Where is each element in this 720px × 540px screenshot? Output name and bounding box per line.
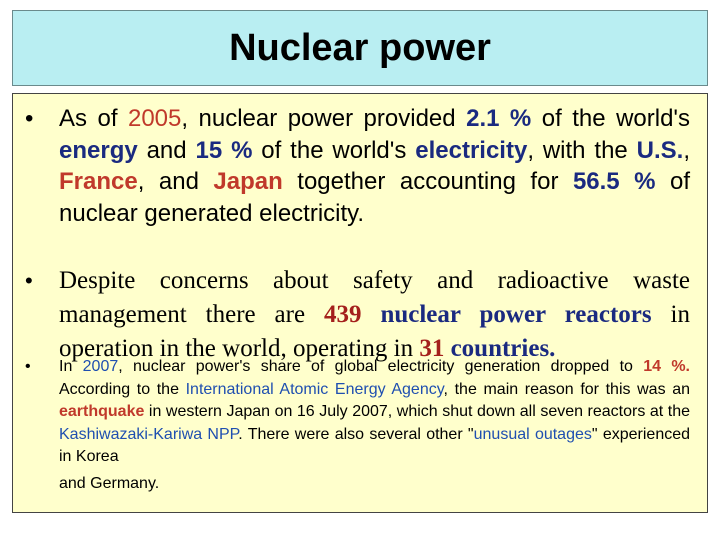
text-run: In	[59, 358, 83, 375]
bullet-marker: •	[25, 105, 34, 132]
text-run: in operation in the world, operating in	[59, 301, 690, 362]
year-value: 2007	[82, 358, 119, 375]
bullet-text	[59, 356, 690, 495]
text-run: , and	[137, 168, 214, 195]
bullet-2007-drop	[25, 356, 690, 495]
bullet-last-line: and Germany.	[59, 474, 160, 492]
keyword-electricity: electricity	[415, 136, 528, 164]
plant-name: Kashiwazaki-Kariwa NPP	[59, 425, 239, 443]
country-count: 31	[419, 335, 445, 362]
page-title: Nuclear power	[229, 26, 491, 69]
text-run: and	[137, 136, 196, 164]
text-run: . There were also several other "	[238, 425, 474, 443]
text-run: , the main reason for this was an	[443, 380, 691, 398]
text-run: of nuclear generated electricity.	[59, 168, 690, 227]
keyword-earthquake: earthquake	[59, 403, 145, 420]
keyword-reactors: nuclear power reactors	[380, 301, 652, 328]
text-run	[362, 301, 381, 328]
iaea-name: International Atomic Energy Agency	[185, 380, 444, 398]
keyword-energy: energy	[59, 136, 138, 164]
content-panel	[12, 93, 708, 513]
drop-percent: 14 %.	[643, 358, 691, 375]
share-percent: 56.5 %	[572, 168, 656, 195]
text-run: , with the	[527, 136, 637, 164]
text-run: As of	[59, 105, 128, 132]
country-japan: Japan	[213, 168, 283, 195]
text-run: " experienced in Korea	[59, 425, 691, 465]
bullet-reactor-count	[25, 264, 690, 366]
title-banner	[12, 10, 708, 86]
electricity-percent: 15 %	[195, 136, 253, 164]
bullet-text	[59, 103, 690, 229]
bullet-marker: •	[25, 358, 31, 375]
country-us: U.S.	[636, 136, 684, 164]
text-run: in western Japan on 16 July 2007, which shut down all seven reactors at the	[144, 403, 690, 420]
text-run: of the world's	[531, 105, 691, 132]
text-run: of the world's	[252, 136, 416, 164]
country-france: France	[59, 168, 138, 195]
text-run: Despite concerns about safety and radioactive waste management there are	[59, 267, 690, 328]
text-run: ,	[683, 136, 691, 164]
bullet-marker: •	[25, 268, 33, 293]
year-value: 2005	[127, 105, 182, 132]
energy-percent: 2.1 %	[466, 105, 532, 132]
text-run: , nuclear power provided	[181, 105, 467, 132]
keyword-countries: countries.	[450, 335, 556, 362]
bullet-energy-share	[25, 103, 690, 229]
text-run: According to the	[59, 380, 186, 398]
keyword-outages: unusual outages	[473, 425, 592, 443]
reactor-count: 439	[324, 301, 362, 328]
bullet-text	[59, 264, 690, 366]
text-run: , nuclear power's share of global electricity generation dropped to	[118, 358, 644, 375]
text-run: together accounting for	[282, 168, 573, 195]
